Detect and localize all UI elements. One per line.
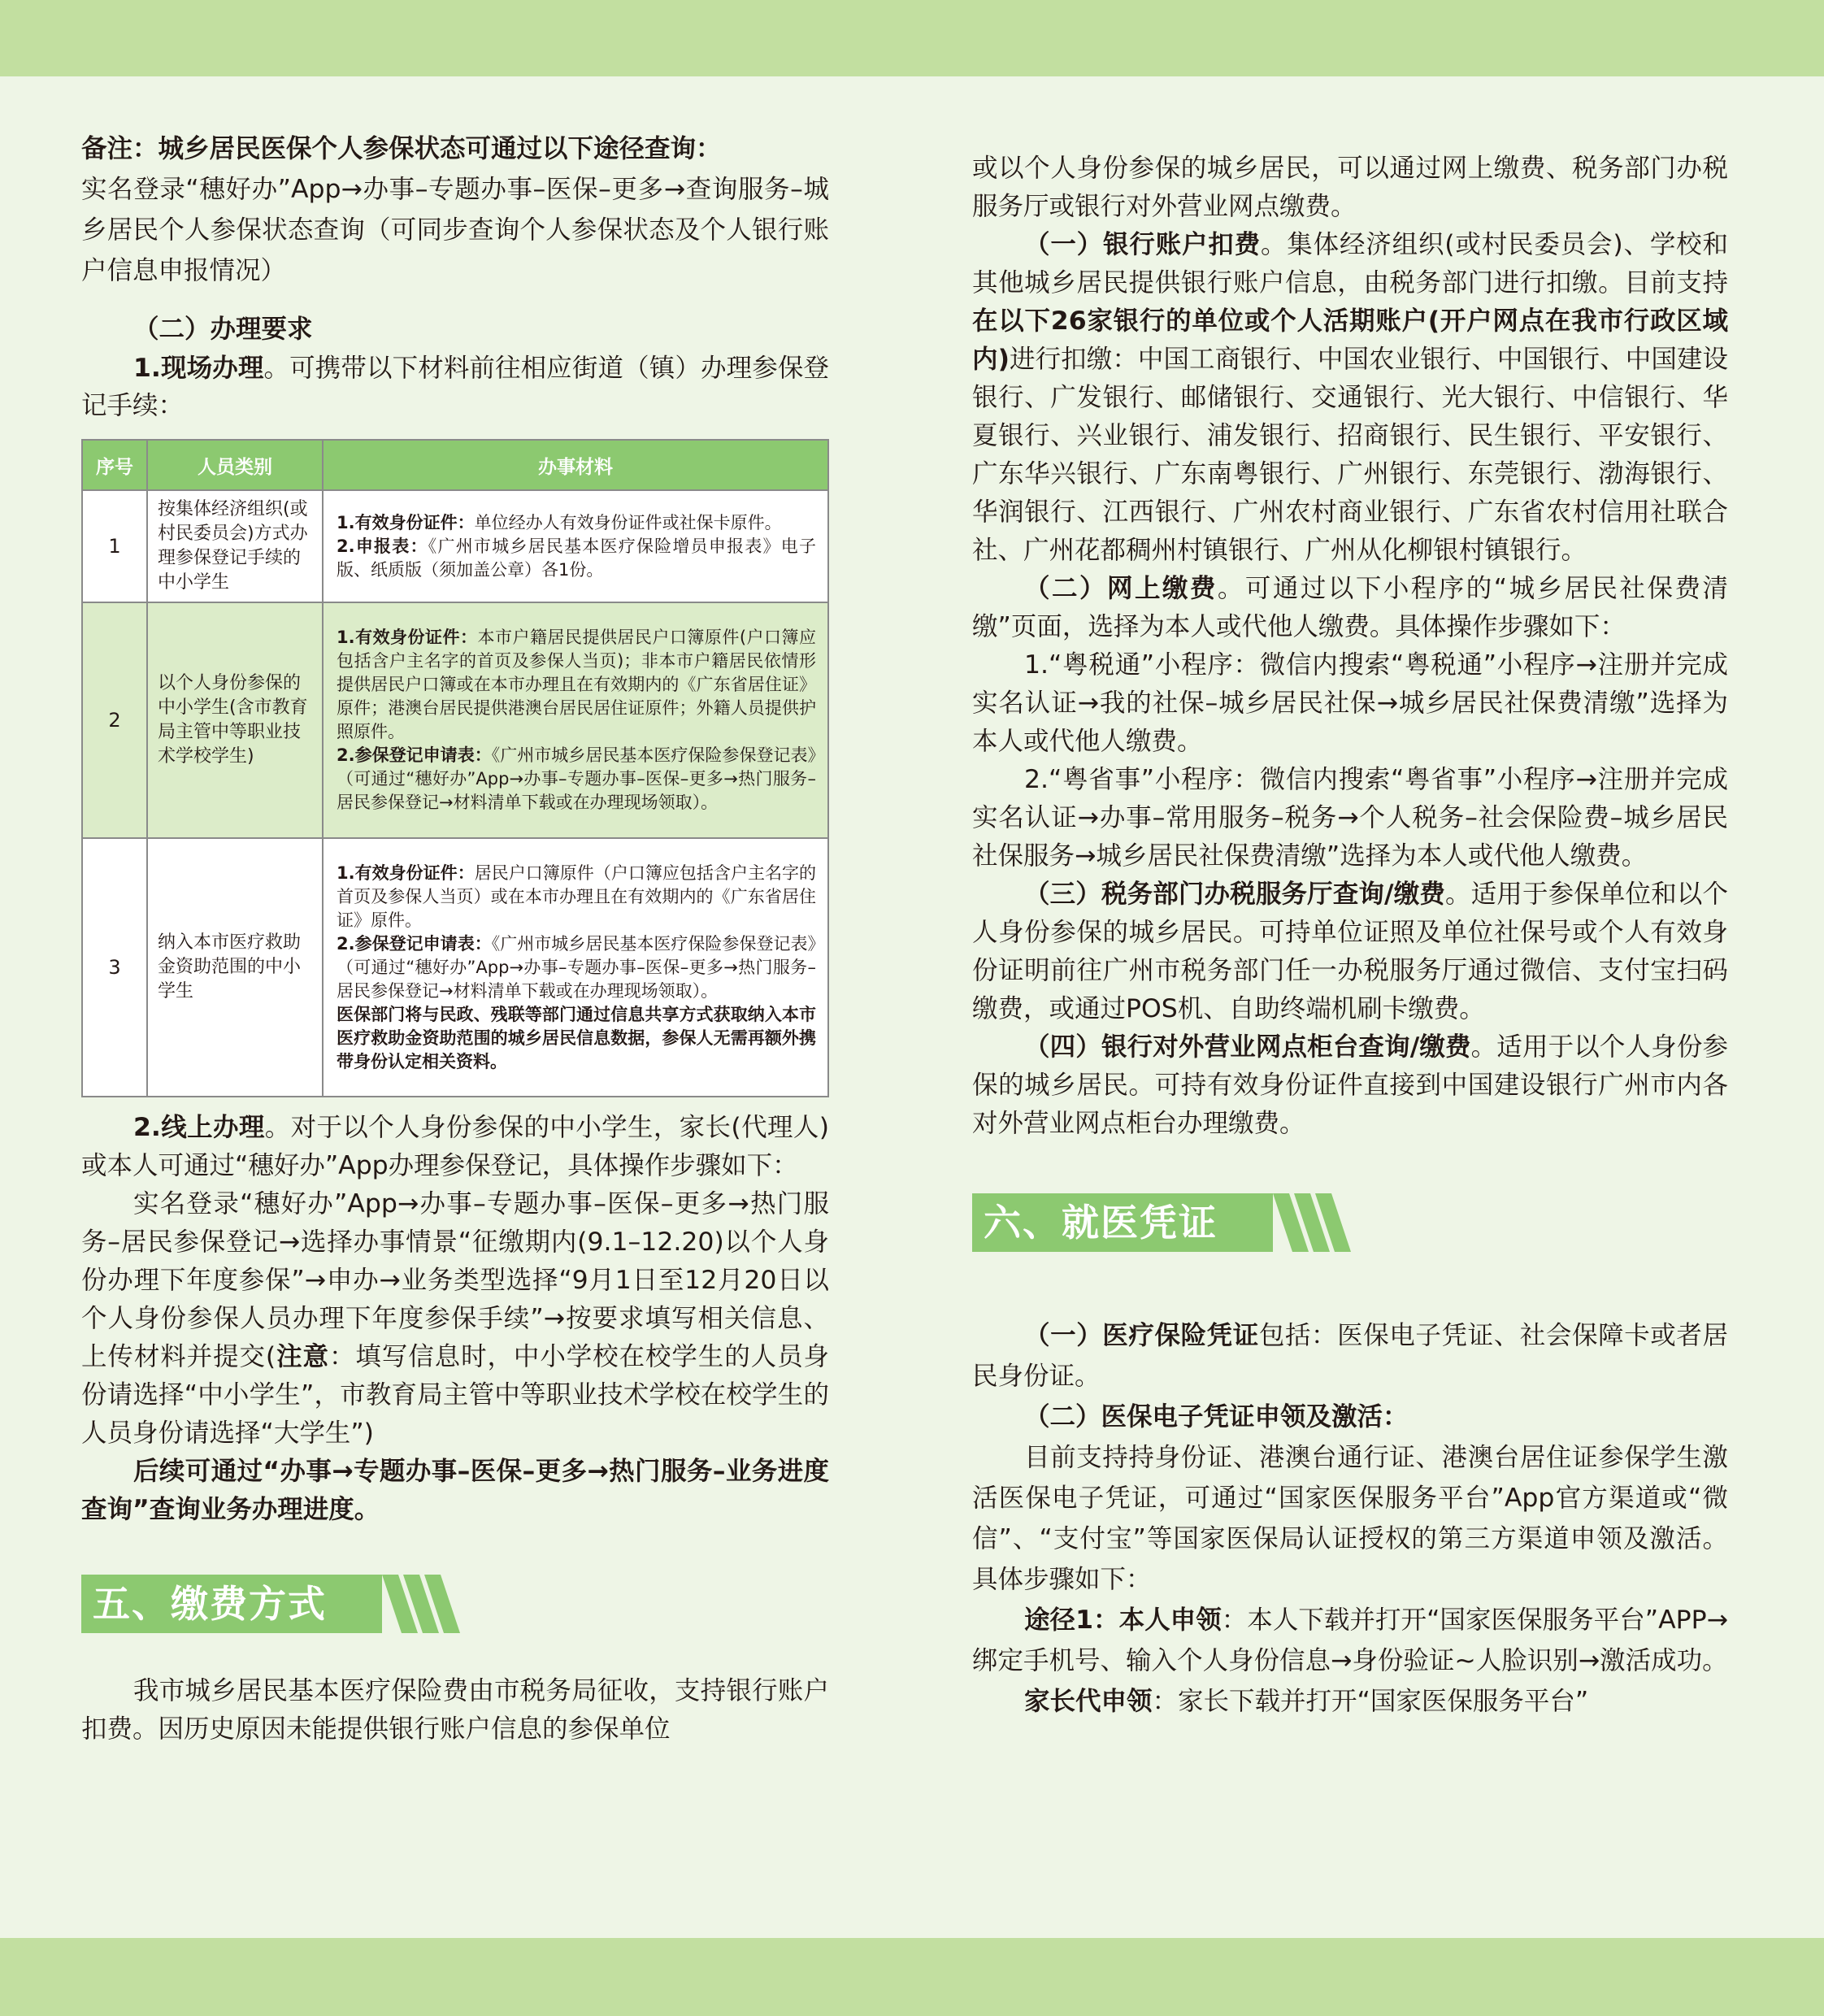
parent-apply-paragraph: 家长代申领：家长下载并打开“国家医保服务平台” [1024, 1687, 1589, 1716]
row-materials: 1.有效身份证件：居民户口簿原件（户口簿应包括含户主名字的首页及参保人当页）或在本市办理且在有效期内的《广东省居住证》原件。 2.参保登记申请表：《广州市城乡居民基本医疗保险参保登记表》（可通过“穗好办”App→办事–专题办事–医保–更多→热门服务–居民参保登记→材料清单下载或在办理现场领取）。 医保部门将与民政、残联等部门通过信息共享方式获取纳入本市医疗救助金资助范围的城乡居民信息数据，参保人无需再额外携带身份认定相关资料。 [323, 838, 828, 1097]
onsite-text: 。可携带以下材料前往相应街道（镇）办理参保登记手续： [81, 354, 829, 420]
online-payment-step2: 2.“粤省事”小程序：微信内搜索“粤省事”小程序→注册并完成实名认证→办事–常用服务–税务→个人税务–社会保险费–城乡居民社保服务→城乡居民社保费清缴”选择为本人或代他人缴费。 [972, 765, 1728, 871]
bank-deduction-paragraph: （一）银行账户扣费。集体经济组织(或村民委员会)、学校和其他城乡居民提供银行账户信息，由税务部门进行扣缴。目前支持在以下26家银行的单位或个人活期账户(开户网点在我市行政区域内)进行扣缴：中国工商银行、中国农业银行、中国银行、中国建设银行、广发银行、邮储银行、交通银行、光大银行、中信银行、华夏银行、兴业银行、浦发银行、招商银行、民生银行、平安银行、广东华兴银行、广东南粤银行、广州银行、东莞银行、渤海银行、华润银行、江西银行、广州农村商业银行、广东省农村信用社联合社、广州花都稠州村镇银行、广州从化柳银村镇银行。 [972, 230, 1728, 565]
route1-paragraph: 途径1：本人申领：本人下载并打开“国家医保服务平台”APP→绑定手机号、输入个人身份信息→身份验证~人脸识别→激活成功。 [972, 1605, 1729, 1675]
tax-hall-paragraph: （三）税务部门办税服务厅查询/缴费。适用于参保单位和以个人身份参保的城乡居民。可持单位证照及单位社保号或个人有效身份证明前往广州市税务部门任一办税服务厅通过微信、支付宝扫码缴费，或通过POS机、自助终端机刷卡缴费。 [972, 880, 1728, 1023]
right-column [972, 150, 1728, 1722]
online-steps: 实名登录“穗好办”App→办事–专题办事–医保–更多→热门服务–居民参保登记→选择办事情景“征缴期内(9.1–12.20)以个人身份办理下年度参保”→申办→业务类型选择“9月1日至12月20日以个人身份参保人员办理下年度参保手续”→按要求填写相关信息、上传材料并提交(注意：填写信息时，中小学校在校学生的人员身份请选择“中小学生”，市教育局主管中等职业技术学校在校学生的人员身份请选择“大学生”) [81, 1189, 829, 1448]
row-category: 纳入本市医疗救助金资助范围的中小学生 [147, 838, 323, 1097]
row-no: 3 [82, 838, 147, 1097]
row-no: 1 [82, 490, 147, 602]
bank-counter-paragraph: （四）银行对外营业网点柜台查询/缴费。适用于以个人身份参保的城乡居民。可持有效身份证件直接到中国建设银行广州市内各对外营业网点柜台办理缴费。 [972, 1032, 1728, 1138]
query-note [81, 128, 829, 291]
online-payment-step1: 1.“粤税通”小程序：微信内搜索“粤税通”小程序→注册并完成实名认证→我的社保–城乡居民社保→城乡居民社保费清缴”选择为本人或代他人缴费。 [972, 650, 1728, 756]
row-materials: 1.有效身份证件：本市户籍居民提供居民户口簿原件(户口簿应包括含户主名字的首页及参保人当页)；非本市户籍居民依情形提供居民户口簿或在本市办理且在有效期内的《广东省居住证》原件；港澳台居民提供港澳台居民居住证原件；外籍人员提供护照原件。 2.参保登记申请表：《广州市城乡居民基本医疗保险参保登记表》（可通过“穗好办”App→办事–专题办事–医保–更多→热门服务–居民参保登记→材料清单下载或在办理现场领取）。 [323, 602, 828, 838]
bottom-band [0, 1938, 1824, 2016]
onsite-label: 1.现场办理 [133, 354, 264, 383]
left-column [81, 128, 829, 1749]
online-text: 。对于以个人身份参保的中小学生，家长(代理人)或本人可通过“穗好办”App办理参保登记，具体操作步骤如下： [81, 1113, 829, 1180]
table-row [82, 602, 828, 838]
e-voucher-text: 目前支持持身份证、港澳台通行证、港澳台居住证参保学生激活医保电子凭证，可通过“国家医保服务平台”App官方渠道或“微信”、“支付宝”等国家医保局认证授权的第三方渠道申领及激活。具体步骤如下： [972, 1443, 1728, 1594]
row-category: 按集体经济组织(或村民委员会)方式办理参保登记手续的中小学生 [147, 490, 323, 602]
section-six-header [972, 1193, 1728, 1252]
section-six-title: 六、就医凭证 [972, 1193, 1273, 1252]
online-followup: 后续可通过“办事→专题办事–医保–更多→热门服务–业务进度查询”查询业务办理进度。 [81, 1457, 829, 1524]
payment-continued: 或以个人身份参保的城乡居民，可以通过网上缴费、税务部门办税服务厅或银行对外营业网点缴费。 [972, 154, 1728, 221]
materials-table [81, 439, 829, 1097]
online-payment-paragraph: （二）网上缴费。可通过以下小程序的“城乡居民社保费清缴”页面，选择为本人或代他人缴费。具体操作步骤如下： [972, 574, 1728, 641]
onsite-paragraph [81, 350, 829, 424]
requirements-title: （二）办理要求 [133, 315, 313, 344]
row-category: 以个人身份参保的中小学生(含市教育局主管中等职业技术学校学生) [147, 602, 323, 838]
note-text: 实名登录“穗好办”App→办事–专题办事–医保–更多→查询服务–城乡居民个人参保状态查询（可同步查询个人参保状态及个人银行账户信息申报情况） [81, 175, 829, 285]
online-label: 2.线上办理 [133, 1113, 265, 1142]
insurance-voucher-paragraph: （一）医疗保险凭证包括：医保电子凭证、社会保障卡或者居民身份证。 [972, 1321, 1728, 1391]
table-row [82, 838, 828, 1097]
note-label: 备注：城乡居民医保个人参保状态可通过以下途径查询： [81, 134, 722, 163]
section-five-title: 五、缴费方式 [81, 1575, 382, 1633]
payment-intro: 我市城乡居民基本医疗保险费由市税务局征收，支持银行账户扣费。因历史原因未能提供银行账户信息的参保单位 [81, 1676, 829, 1744]
e-voucher-title: （二）医保电子凭证申领及激活： [1024, 1402, 1409, 1432]
section-five-header [81, 1575, 829, 1633]
table-row [82, 490, 828, 602]
header-category: 人员类别 [147, 440, 323, 490]
row-materials: 1.有效身份证件：单位经办人有效身份证件或社保卡原件。 2.申报表：《广州市城乡居民基本医疗保险增员申报表》电子版、纸质版（须加盖公章）各1份。 [323, 490, 828, 602]
top-band [0, 0, 1824, 76]
header-no: 序号 [82, 440, 147, 490]
row-no: 2 [82, 602, 147, 838]
online-paragraph [81, 1109, 829, 1185]
table-header-row [82, 440, 828, 490]
header-materials: 办事材料 [323, 440, 828, 490]
